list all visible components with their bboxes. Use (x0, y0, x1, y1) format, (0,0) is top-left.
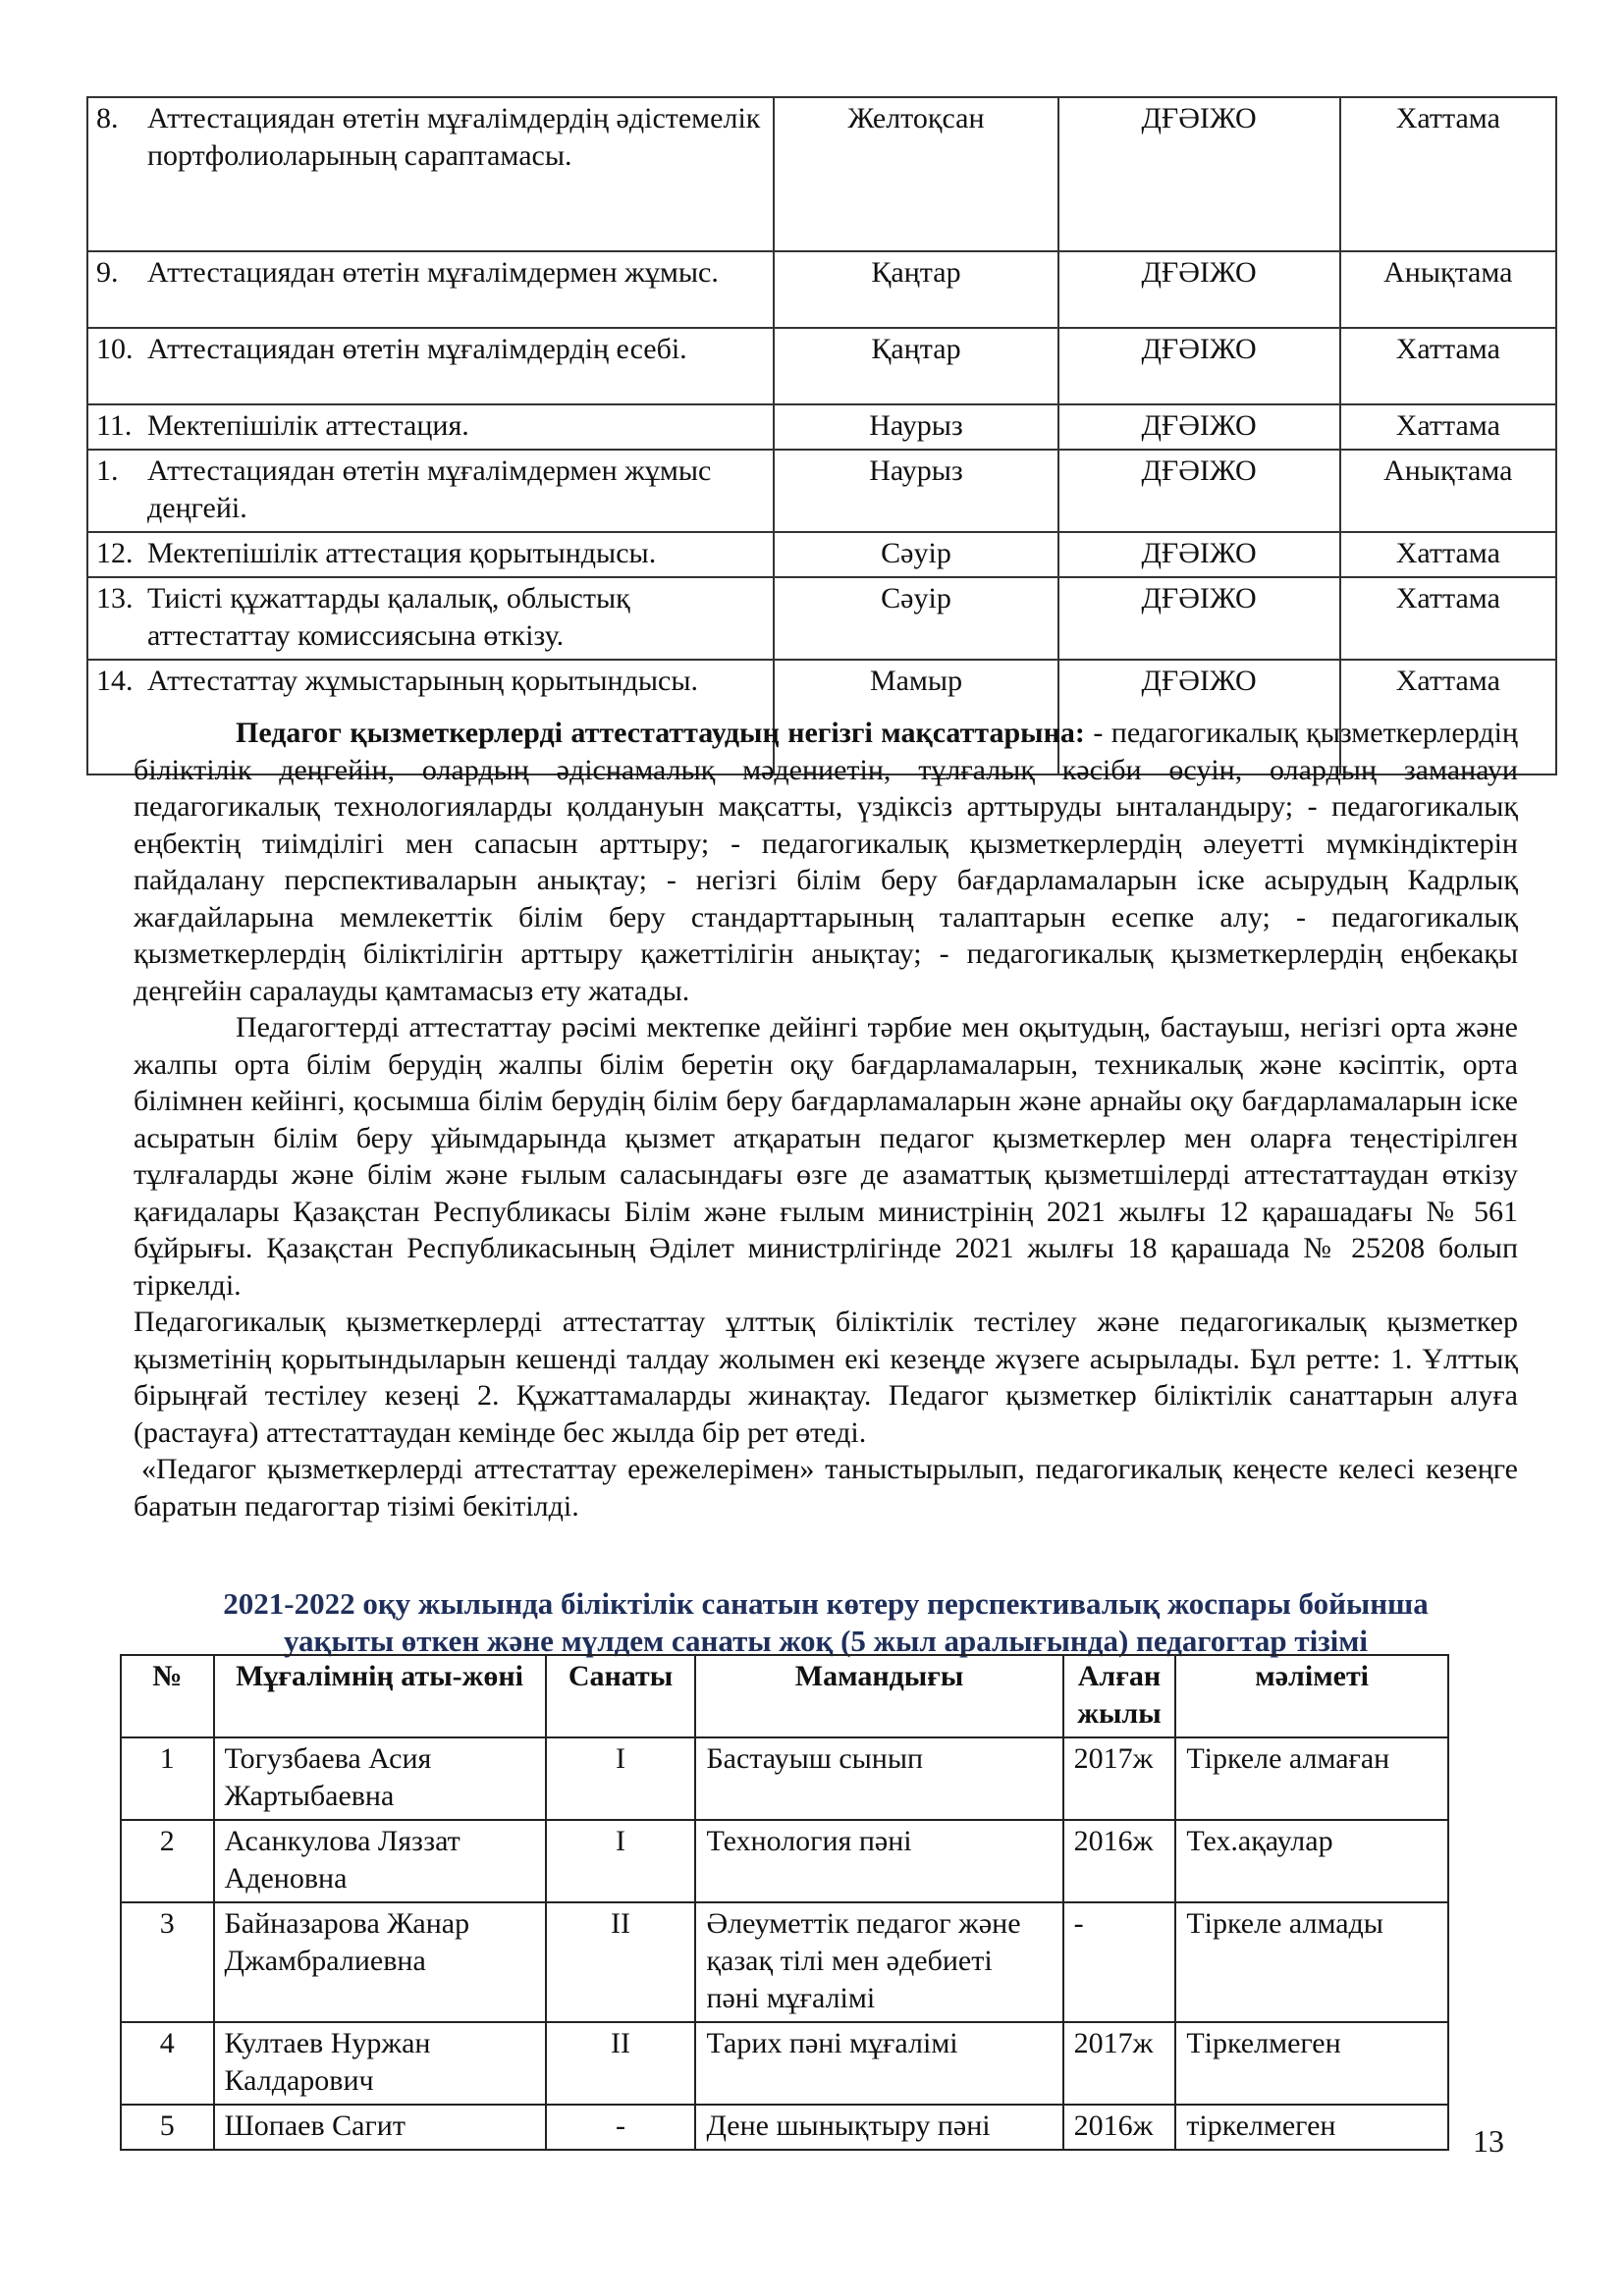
header-category: Санаты (546, 1655, 696, 1737)
row-number: 11. (96, 409, 133, 442)
rules-paragraph: «Педагог қызметкерлерді аттестаттау ережелерімен» таныстырылып, педагогикалық кеңесте келесі кезеңге баратын педагогтар тізімі бекітілді. (134, 1453, 1518, 1522)
teachers-table (120, 1654, 1449, 2151)
task-text: Аттестациядан өтетін мұғалімдердің есебі. (147, 333, 687, 365)
month-cell: Сәуір (774, 577, 1057, 660)
stages-paragraph: Педагогикалық қызметкерлерді аттестаттау ұлттық біліктілік тестілеу және педагогикалық қызметкер қызметінің қорытындыларын кешенді талдау жолымен екі кезеңде жүзеге асырылады. Бұл ретте: 1. Ұлттық бірыңғай тестілеу кезеңі 2. Құжаттамаларды жинақтау. Педагог қызметкер біліктілік санаттарын алуға (растауға) аттестаттаудан кемінде бес жылда бір рет өтеді. (134, 1306, 1518, 1449)
form-cell: Хаттама (1340, 660, 1556, 774)
cell-info: тіркелмеген (1175, 2105, 1448, 2150)
heading-line-1: 2021-2022 оқу жылында біліктілік санатын көтеру перспективалық жоспары бойынша (223, 1586, 1429, 1621)
form-cell: Хаттама (1340, 532, 1556, 577)
row-number: 9. (96, 256, 119, 289)
cell-category: I (546, 1820, 696, 1902)
table-row (121, 1820, 1448, 1902)
task-text: Мектепішілік аттестация қорытындысы. (147, 537, 657, 569)
responsible-cell: ДҒӘІЖО (1058, 404, 1340, 450)
table-row (87, 328, 1556, 404)
form-cell: Анықтама (1340, 450, 1556, 532)
cell-category: I (546, 1737, 696, 1820)
cell-name: Култаев Нуржан Калдарович (214, 2022, 546, 2105)
cell-year: 2017ж (1063, 2022, 1176, 2105)
task-text: Аттестациядан өтетін мұғалімдердің әдістемелік портфолиоларының сараптамасы. (147, 102, 761, 172)
cell-specialty: Дене шынықтыру пәні (695, 2105, 1062, 2150)
cell-no: 5 (121, 2105, 214, 2150)
header-info: мәліметі (1175, 1655, 1448, 1737)
procedure-paragraph: Педагогтерді аттестаттау рәсімі мектепке дейінгі тәрбие мен оқытудың, бастауыш, негізгі орта және жалпы орта білім берудің жалпы білім беретін оқу бағдарламаларын, техникалық және кәсіптік, орта білімнен кейінгі, қосымша білім берудің білім беру бағдарламаларын және арнайы оқу бағдарламаларын іске асыратын білім беру ұйымдарында қызмет атқаратын педагог қызметкерлер мен оларға теңестірілген тұлғаларды және білім және ғылым саласындағы өзге де азаматтық қызметшілерді аттестаттаудан өткізу қағидалары Қазақстан Республикасы Білім және ғылым министрінің 2021 жылғы 12 қарашадағы № 561 бұйрығы. Қазақстан Республикасының Әділет министрлігінде 2021 жылғы 18 қарашада № 25208 болып тіркелді. (134, 1011, 1518, 1302)
teachers-list-heading (134, 1585, 1518, 1660)
responsible-cell: ДҒӘІЖО (1058, 251, 1340, 328)
responsible-cell: ДҒӘІЖО (1058, 660, 1340, 774)
task-text: Тиісті құжаттарды қалалық, облыстық аттестаттау комиссиясына өткізу. (147, 582, 630, 652)
cell-specialty: Бастауыш сынып (695, 1737, 1062, 1820)
table-row (87, 532, 1556, 577)
task-text: Аттестаттау жұмыстарының қорытындысы. (147, 665, 699, 697)
goals-body: - педагогикалық қызметкерлердің біліктілік деңгейін, олардың әдіснамалық мәдениетін, тұлғалық кәсіби өсуін, олардың заманауи педагогикалық технологияларды қолдануын мақсатты, үздіксіз арттыруды ынталандыру; - педагогикалық еңбектің тиімділігі мен сапасын арттыру; - педагогикалық қызметкерлердің әлеуетті мүмкіндіктерін пайдалану перспективаларын анықтау; - негізгі білім беру бағдарламаларын іске асырудың Кадрлық жағдайларына мемлекеттік білім беру стандарттарының талаптарын есепке алу; - педагогикалық қызметкерлердің біліктілігін арттыру қажеттілігін анықтау; - педагогикалық қызметкерлердің еңбекақы деңгейін саралауды қамтамасыз ету жатады. (134, 717, 1518, 1007)
cell-category: II (546, 1902, 696, 2022)
cell-name: Тогузбаева Асия Жартыбаевна (214, 1737, 546, 1820)
task-text: Аттестациядан өтетін мұғалімдермен жұмыс деңгейі. (147, 454, 712, 524)
cell-info: Тех.ақаулар (1175, 1820, 1448, 1902)
cell-year: 2016ж (1063, 1820, 1176, 1902)
body-text (134, 715, 1518, 1524)
cell-info: Тіркеле алмаған (1175, 1737, 1448, 1820)
cell-no: 2 (121, 1820, 214, 1902)
responsible-cell: ДҒӘІЖО (1058, 577, 1340, 660)
responsible-cell: ДҒӘІЖО (1058, 450, 1340, 532)
form-cell: Хаттама (1340, 404, 1556, 450)
form-cell: Анықтама (1340, 251, 1556, 328)
month-cell: Наурыз (774, 450, 1057, 532)
table-row (87, 251, 1556, 328)
row-number: 14. (96, 665, 134, 697)
table-row (87, 577, 1556, 660)
cell-no: 3 (121, 1902, 214, 2022)
month-cell: Қаңтар (774, 328, 1057, 404)
task-text: Мектепішілік аттестация. (147, 409, 469, 442)
cell-name: Асанкулова Ляззат Аденовна (214, 1820, 546, 1902)
month-cell: Қаңтар (774, 251, 1057, 328)
task-text: Аттестациядан өтетін мұғалімдермен жұмыс. (147, 256, 719, 289)
cell-name: Байназарова Жанар Джамбралиевна (214, 1902, 546, 2022)
header-name: Мұғалімнің аты-жөні (214, 1655, 546, 1737)
attestation-plan-table (86, 96, 1557, 775)
cell-year: - (1063, 1902, 1176, 2022)
cell-specialty: Технология пәні (695, 1820, 1062, 1902)
form-cell: Хаттама (1340, 577, 1556, 660)
page-number: 13 (1473, 2123, 1504, 2159)
month-cell: Желтоқсан (774, 97, 1057, 251)
goals-paragraph (134, 715, 1518, 1009)
table-row (87, 97, 1556, 251)
table-row (87, 404, 1556, 450)
responsible-cell: ДҒӘІЖО (1058, 532, 1340, 577)
table-row (121, 2105, 1448, 2150)
header-year: Алған жылы (1063, 1655, 1176, 1737)
row-number: 12. (96, 537, 134, 569)
cell-specialty: Әлеуметтік педагог және қазақ тілі мен әдебиеті пәні мұғалімі (695, 1902, 1062, 2022)
month-cell: Наурыз (774, 404, 1057, 450)
cell-info: Тіркеле алмады (1175, 1902, 1448, 2022)
form-cell: Хаттама (1340, 328, 1556, 404)
responsible-cell: ДҒӘІЖО (1058, 97, 1340, 251)
cell-category: - (546, 2105, 696, 2150)
responsible-cell: ДҒӘІЖО (1058, 328, 1340, 404)
table-row (121, 2022, 1448, 2105)
cell-name: Шопаев Сагит (214, 2105, 546, 2150)
month-cell: Мамыр (774, 660, 1057, 774)
goals-lead: Педагог қызметкерлерді аттестаттаудың негізгі мақсаттарына: (236, 717, 1085, 749)
cell-year: 2017ж (1063, 1737, 1176, 1820)
heading-line-2: уақыты өткен және мүлдем санаты жоқ (5 жыл аралығында) педагогтар тізімі (283, 1624, 1369, 1658)
cell-category: II (546, 2022, 696, 2105)
row-number: 13. (96, 582, 134, 614)
header-no: № (121, 1655, 214, 1737)
table-header-row (121, 1655, 1448, 1737)
cell-info: Тіркелмеген (1175, 2022, 1448, 2105)
cell-specialty: Тарих пәні мұғалімі (695, 2022, 1062, 2105)
month-cell: Сәуір (774, 532, 1057, 577)
cell-no: 1 (121, 1737, 214, 1820)
table-row (121, 1737, 1448, 1820)
header-specialty: Мамандығы (695, 1655, 1062, 1737)
table-row (87, 450, 1556, 532)
row-number: 1. (96, 454, 119, 487)
form-cell: Хаттама (1340, 97, 1556, 251)
row-number: 8. (96, 102, 119, 134)
cell-year: 2016ж (1063, 2105, 1176, 2150)
table-row (121, 1902, 1448, 2022)
row-number: 10. (96, 333, 134, 365)
cell-no: 4 (121, 2022, 214, 2105)
